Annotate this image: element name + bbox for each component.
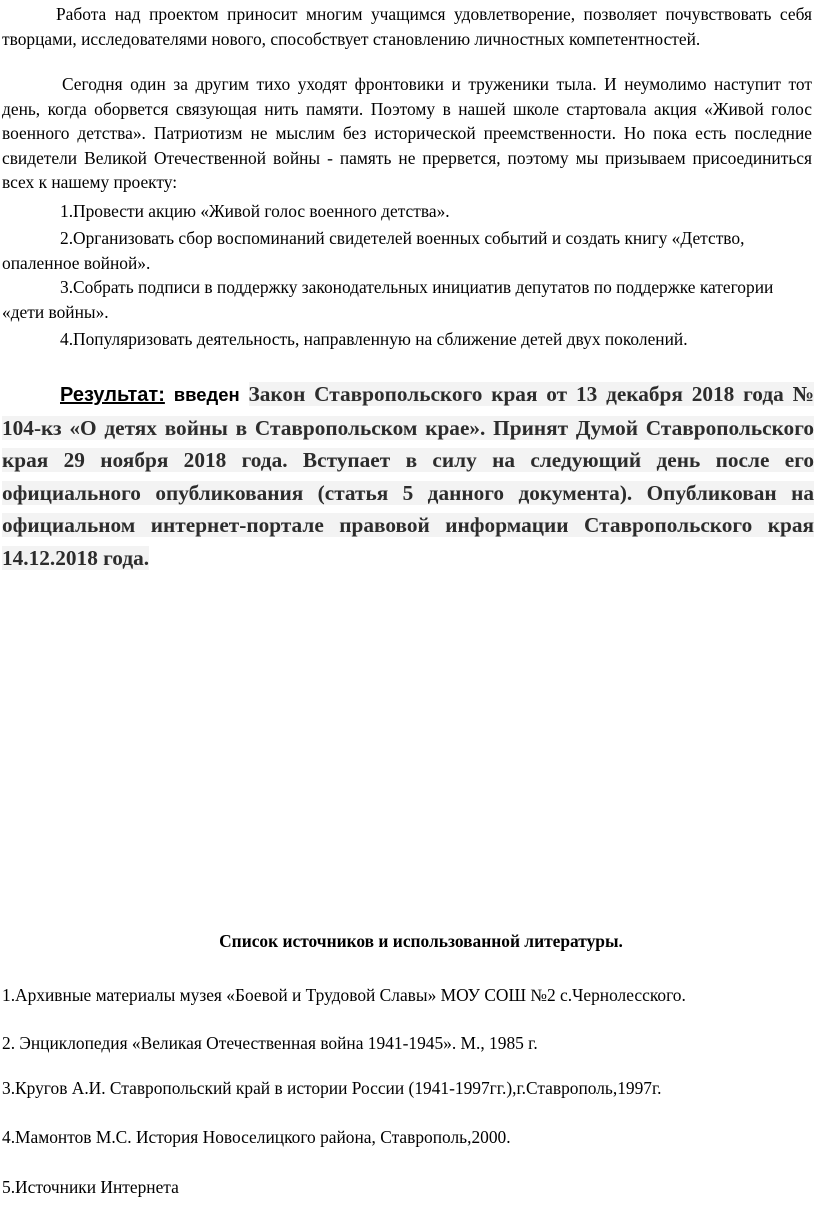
- intro-paragraph: Работа над проектом приносит многим учащимся удовлетворение, позволяет почувствовать себя творцами, исследователями нового, способствует становлению личностных компетентностей.: [2, 4, 812, 49]
- task-item: 2.Организовать сбор воспоминаний свидетелей военных событий и создать книгу «Детство, опаленное войной».: [2, 228, 745, 273]
- result-law-text: Закон Ставропольского края от 13 декабря 2018 года № 104-кз «О детях войны в Ставропольском крае». Принят Думой Ставропольского края 29 ноября 2018 года. Вступает в силу на следующий день после его официального опубликования (статья 5 данного документа). Опубликован на официальном интернет-портале правовой информации Ставропольского края 14.12.2018 года.: [2, 382, 814, 570]
- result-verb: введен: [173, 384, 240, 405]
- task-item: 4.Популяризовать деятельность, направленную на сближение детей двух поколений.: [60, 329, 688, 349]
- result-paragraph: [2, 378, 814, 574]
- memory-paragraph: Сегодня один за другим тихо уходят фронтовики и труженики тыла. И неумолимо наступит тот день, когда оборвется связующая нить памяти. Поэтому в нашей школе стартовала акция «Живой голос военного детства». Патриотизм не мыслим без исторической преемственности. Но пока есть последние свидетели Великой Отечественной войны - память не прервется, поэтому мы призываем присоединиться всех к нашему проекту:: [2, 74, 812, 192]
- literature-item: 3.Кругов А.И. Ставропольский край в истории России (1941-1997гг.),г.Ставрополь,1997г.: [2, 1078, 662, 1098]
- literature-item: 4.Мамонтов М.С. История Новоселицкого района, Ставрополь,2000.: [2, 1127, 511, 1147]
- result-label: Результат:: [60, 384, 165, 406]
- task-item: 1.Провести акцию «Живой голос военного детства».: [60, 201, 450, 221]
- literature-item: 1.Архивные материалы музея «Боевой и Трудовой Славы» МОУ СОШ №2 с.Чернолесского.: [2, 985, 686, 1005]
- literature-heading: Список источников и использованной литературы.: [219, 931, 623, 951]
- literature-item: 5.Источники Интернета: [2, 1177, 179, 1197]
- literature-item: 2. Энциклопедия «Великая Отечественная война 1941-1945». М., 1985 г.: [2, 1033, 538, 1053]
- task-item: 3.Собрать подписи в поддержку законодательных инициатив депутатов по поддержке категории «дети войны».: [2, 277, 774, 322]
